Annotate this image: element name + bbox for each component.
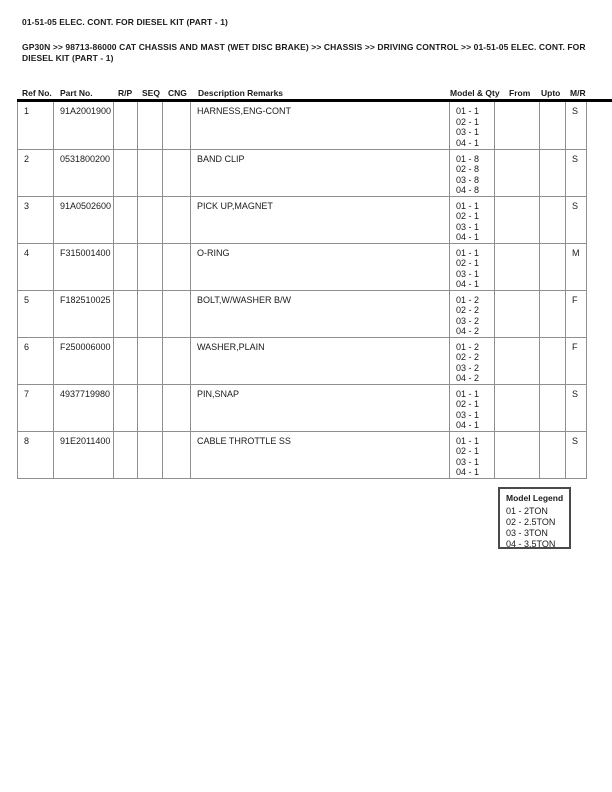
model-qty-line: 04 - 1 xyxy=(456,232,480,242)
part-no-cell: 91A2001900 xyxy=(54,102,114,149)
seq-cell xyxy=(138,243,163,290)
column-header-rp: R/P xyxy=(118,88,133,98)
table-row xyxy=(18,243,587,290)
mr-cell: S xyxy=(566,431,587,478)
rp-cell xyxy=(114,149,138,196)
upto-cell xyxy=(540,384,566,431)
upto-cell xyxy=(540,290,566,337)
description-cell: HARNESS,ENG-CONT xyxy=(191,102,450,149)
from-cell xyxy=(495,243,540,290)
upto-cell xyxy=(540,243,566,290)
rp-cell xyxy=(114,243,138,290)
model-qty-cell xyxy=(450,149,495,196)
cng-cell xyxy=(163,102,191,149)
seq-cell xyxy=(138,149,163,196)
rp-cell xyxy=(114,384,138,431)
mr-cell: F xyxy=(566,290,587,337)
model-qty-line: 03 - 1 xyxy=(456,221,480,232)
model-qty-line: 04 - 2 xyxy=(456,326,480,336)
ref-no-cell: 2 xyxy=(18,149,54,196)
description-cell: BOLT,W/WASHER B/W xyxy=(191,290,450,337)
ref-no-cell: 5 xyxy=(18,290,54,337)
model-qty-cell xyxy=(450,384,495,431)
page-title: 01-51-05 ELEC. CONT. FOR DIESEL KIT (PART - 1) xyxy=(22,17,228,27)
model-qty-line: 03 - 1 xyxy=(456,456,480,467)
model-qty-line: 01 - 2 xyxy=(456,341,480,352)
table-row xyxy=(18,149,587,196)
rp-cell xyxy=(114,102,138,149)
column-header-ref-no: Ref No. xyxy=(22,88,52,98)
rp-cell xyxy=(114,337,138,384)
model-qty-line: 02 - 1 xyxy=(456,116,480,127)
model-qty-line: 03 - 2 xyxy=(456,362,480,373)
part-no-cell: 0531800200 xyxy=(54,149,114,196)
mr-cell: F xyxy=(566,337,587,384)
table-row xyxy=(18,337,587,384)
ref-no-cell: 6 xyxy=(18,337,54,384)
ref-no-cell: 3 xyxy=(18,196,54,243)
cng-cell xyxy=(163,196,191,243)
model-qty-line: 01 - 2 xyxy=(456,294,480,305)
cng-cell xyxy=(163,290,191,337)
ref-no-cell: 8 xyxy=(18,431,54,478)
cng-cell xyxy=(163,149,191,196)
model-legend-items xyxy=(506,506,569,549)
model-qty-cell xyxy=(450,337,495,384)
model-qty-cell xyxy=(450,290,495,337)
seq-cell xyxy=(138,384,163,431)
model-qty-cell xyxy=(450,102,495,149)
model-qty-line: 01 - 1 xyxy=(456,200,480,211)
part-no-cell: 91A0502600 xyxy=(54,196,114,243)
model-qty-line: 03 - 1 xyxy=(456,409,480,420)
description-cell: BAND CLIP xyxy=(191,149,450,196)
model-qty-cell xyxy=(450,196,495,243)
from-cell xyxy=(495,384,540,431)
model-legend-item: 01 - 2TON xyxy=(506,505,548,516)
cng-cell xyxy=(163,243,191,290)
model-qty-line: 04 - 8 xyxy=(456,185,480,195)
cng-cell xyxy=(163,431,191,478)
part-no-cell: 4937719980 xyxy=(54,384,114,431)
model-qty-line: 02 - 1 xyxy=(456,399,480,409)
description-cell: WASHER,PLAIN xyxy=(191,337,450,384)
model-qty-line: 02 - 1 xyxy=(456,258,480,268)
upto-cell xyxy=(540,431,566,478)
column-header-from: From xyxy=(509,88,531,98)
seq-cell xyxy=(138,102,163,149)
cng-cell xyxy=(163,337,191,384)
model-qty-line: 04 - 1 xyxy=(456,467,480,477)
part-no-cell: 91E2011400 xyxy=(54,431,114,478)
part-no-cell: F315001400 xyxy=(54,243,114,290)
upto-cell xyxy=(540,337,566,384)
model-qty-line: 03 - 2 xyxy=(456,315,480,326)
model-qty-line: 03 - 1 xyxy=(456,127,480,137)
model-qty-line: 02 - 2 xyxy=(456,352,480,362)
rp-cell xyxy=(114,196,138,243)
description-cell: CABLE THROTTLE SS xyxy=(191,431,450,478)
description-cell: PIN,SNAP xyxy=(191,384,450,431)
table-row xyxy=(18,102,587,149)
parts-table xyxy=(17,102,587,479)
model-qty-line: 04 - 1 xyxy=(456,279,480,289)
model-qty-line: 01 - 1 xyxy=(456,388,480,399)
model-qty-line: 02 - 1 xyxy=(456,211,480,221)
page-content xyxy=(17,0,612,549)
model-legend xyxy=(498,487,571,549)
ref-no-cell: 7 xyxy=(18,384,54,431)
model-legend-title: Model Legend xyxy=(506,492,564,503)
model-qty-line: 02 - 1 xyxy=(456,446,480,456)
upto-cell xyxy=(540,149,566,196)
model-qty-line: 04 - 1 xyxy=(456,137,480,148)
column-header-seq: SEQ xyxy=(142,88,160,98)
model-qty-line: 02 - 8 xyxy=(456,164,480,174)
seq-cell xyxy=(138,196,163,243)
mr-cell: S xyxy=(566,149,587,196)
from-cell xyxy=(495,290,540,337)
mr-cell: S xyxy=(566,102,587,149)
ref-no-cell: 4 xyxy=(18,243,54,290)
model-qty-line: 01 - 1 xyxy=(456,247,480,258)
model-qty-line: 02 - 2 xyxy=(456,305,480,315)
table-row xyxy=(18,290,587,337)
breadcrumb: GP30N >> 98713-86000 CAT CHASSIS AND MAST (WET DISC BRAKE) >> CHASSIS >> DRIVING CONTROL >> 01-51-05 ELEC. CONT. FOR DIESEL KIT (PART - 1) xyxy=(22,42,586,63)
rp-cell xyxy=(114,431,138,478)
model-legend-item: 04 - 3.5TON xyxy=(506,538,556,549)
from-cell xyxy=(495,149,540,196)
cng-cell xyxy=(163,384,191,431)
model-qty-line: 03 - 1 xyxy=(456,268,480,279)
description-cell: PICK UP,MAGNET xyxy=(191,196,450,243)
table-row xyxy=(18,196,587,243)
model-qty-cell xyxy=(450,431,495,478)
part-no-cell: F250006000 xyxy=(54,337,114,384)
mr-cell: S xyxy=(566,196,587,243)
model-qty-line: 01 - 1 xyxy=(456,106,480,116)
description-cell: O-RING xyxy=(191,243,450,290)
mr-cell: S xyxy=(566,384,587,431)
column-header-part-no: Part No. xyxy=(60,88,93,98)
seq-cell xyxy=(138,431,163,478)
column-header-description: Description Remarks xyxy=(198,88,284,98)
table-header-row xyxy=(17,86,612,99)
table-row xyxy=(18,384,587,431)
model-legend-item: 03 - 3TON xyxy=(506,527,548,538)
from-cell xyxy=(495,196,540,243)
upto-cell xyxy=(540,102,566,149)
column-header-cng: CNG xyxy=(168,88,187,98)
table-row xyxy=(18,431,587,478)
model-qty-line: 01 - 8 xyxy=(456,153,480,164)
column-header-upto: Upto xyxy=(541,88,561,98)
model-qty-line: 01 - 1 xyxy=(456,435,480,446)
model-qty-cell xyxy=(450,243,495,290)
model-qty-line: 04 - 1 xyxy=(456,420,480,430)
part-no-cell: F182510025 xyxy=(54,290,114,337)
from-cell xyxy=(495,337,540,384)
ref-no-cell: 1 xyxy=(18,102,54,149)
model-legend-item: 02 - 2.5TON xyxy=(506,516,556,527)
mr-cell: M xyxy=(566,243,587,290)
from-cell xyxy=(495,102,540,149)
model-qty-line: 04 - 2 xyxy=(456,373,480,383)
rp-cell xyxy=(114,290,138,337)
column-header-mr: M/R xyxy=(570,88,586,98)
column-header-model-qty: Model & Qty xyxy=(450,88,500,98)
seq-cell xyxy=(138,337,163,384)
model-qty-line: 03 - 8 xyxy=(456,174,480,185)
seq-cell xyxy=(138,290,163,337)
from-cell xyxy=(495,431,540,478)
upto-cell xyxy=(540,196,566,243)
